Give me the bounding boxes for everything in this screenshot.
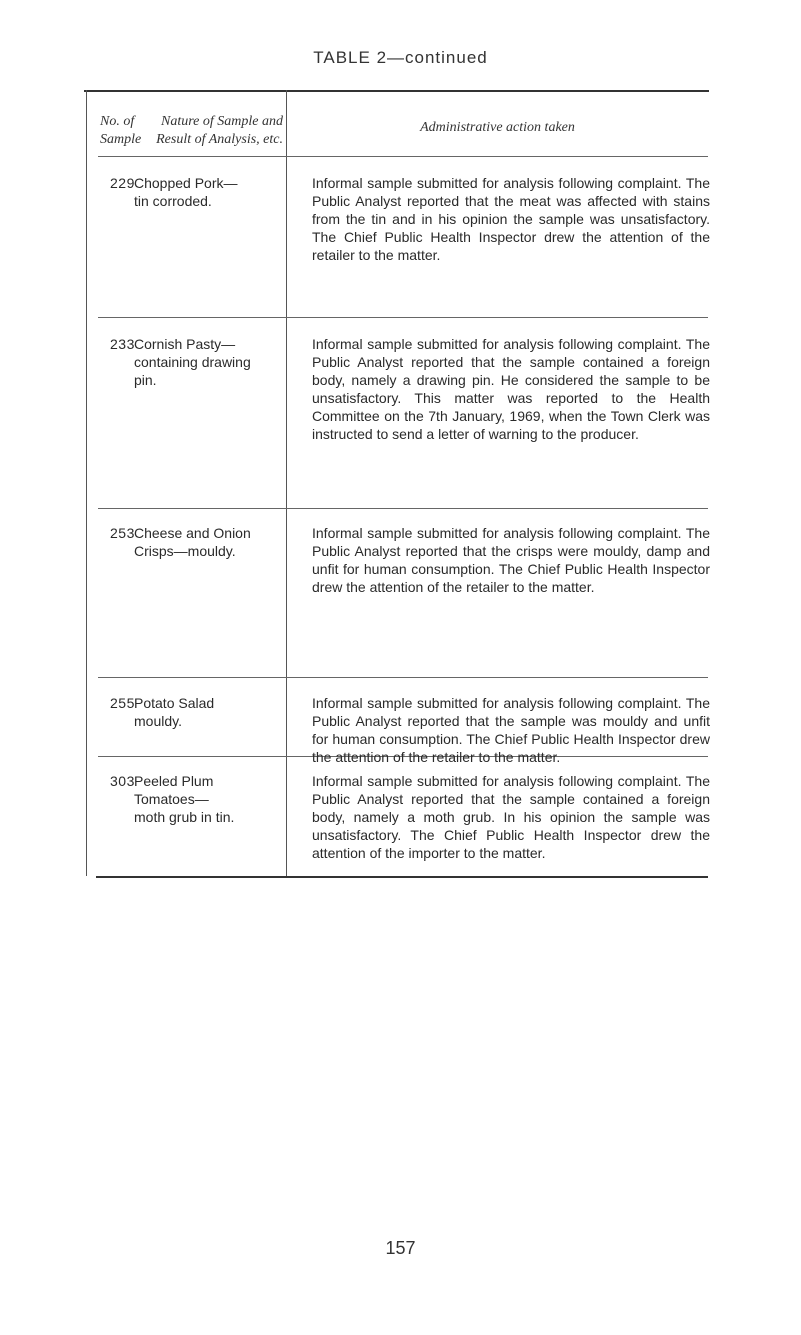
sample-nature: Cornish Pasty— containing drawing pin. (134, 336, 251, 388)
sample-number: 233 (110, 336, 135, 352)
action-taken: Informal sample submitted for analysis following complaint. The Public Analyst reported that the sample contained a foreign body, namely a drawing pin. He considered the sample to be unsatisfactory. This matter was reported to the Health Committee on the 7th January, 1969, when the Town Clerk was instructed to send a letter of warning to the producer. (312, 336, 710, 442)
sample-nature: Potato Salad mouldy. (134, 695, 215, 729)
sample-number: 229 (110, 175, 135, 191)
row-divider (98, 317, 708, 318)
page-number: 157 (385, 1238, 416, 1258)
row-divider (98, 508, 708, 509)
table-bottom-rule (96, 876, 708, 878)
table-top-rule (84, 90, 709, 92)
sample-nature: Peeled Plum Tomatoes— moth grub in tin. (134, 773, 235, 825)
row-divider (98, 677, 708, 678)
header-sample-number: No. of Sample (100, 114, 142, 147)
sample-nature: Chopped Pork— tin corroded. (134, 175, 238, 209)
sample-nature: Cheese and Onion Crisps—mouldy. (134, 525, 251, 559)
header-action: Administrative action taken (420, 120, 575, 135)
action-taken: Informal sample submitted for analysis following complaint. The Public Analyst reported that the meat was affected with stains from the tin and in his opinion the sample was unsatisfactory. The Chief Public Health Inspector drew the attention of the retailer to the matter. (312, 175, 710, 263)
header-nature: Nature of Sample and Result of Analysis, etc. (156, 114, 283, 147)
column-divider (286, 90, 287, 876)
sample-number: 303 (110, 773, 135, 789)
action-taken: Informal sample submitted for analysis following complaint. The Public Analyst reported that the sample was mouldy and unfit for human consumption. The Chief Public Health Inspector drew the attention of the retailer to the matter. (312, 695, 710, 765)
row-divider (98, 156, 708, 157)
action-taken: Informal sample submitted for analysis following complaint. The Public Analyst reported that the crisps were mouldy, damp and unfit for human consumption. The Chief Public Health Inspector drew the attention of the retailer to the matter. (312, 525, 710, 595)
action-taken: Informal sample submitted for analysis following complaint. The Public Analyst reported that the sample contained a foreign body, namely a moth grub. In his opinion the sample was unsatisfactory. The Chief Public Health Inspector drew the attention of the importer to the matter. (312, 773, 710, 861)
table-title: TABLE 2—continued (313, 48, 488, 67)
sample-number: 255 (110, 695, 135, 711)
sample-number: 253 (110, 525, 135, 541)
column-divider (86, 90, 87, 876)
